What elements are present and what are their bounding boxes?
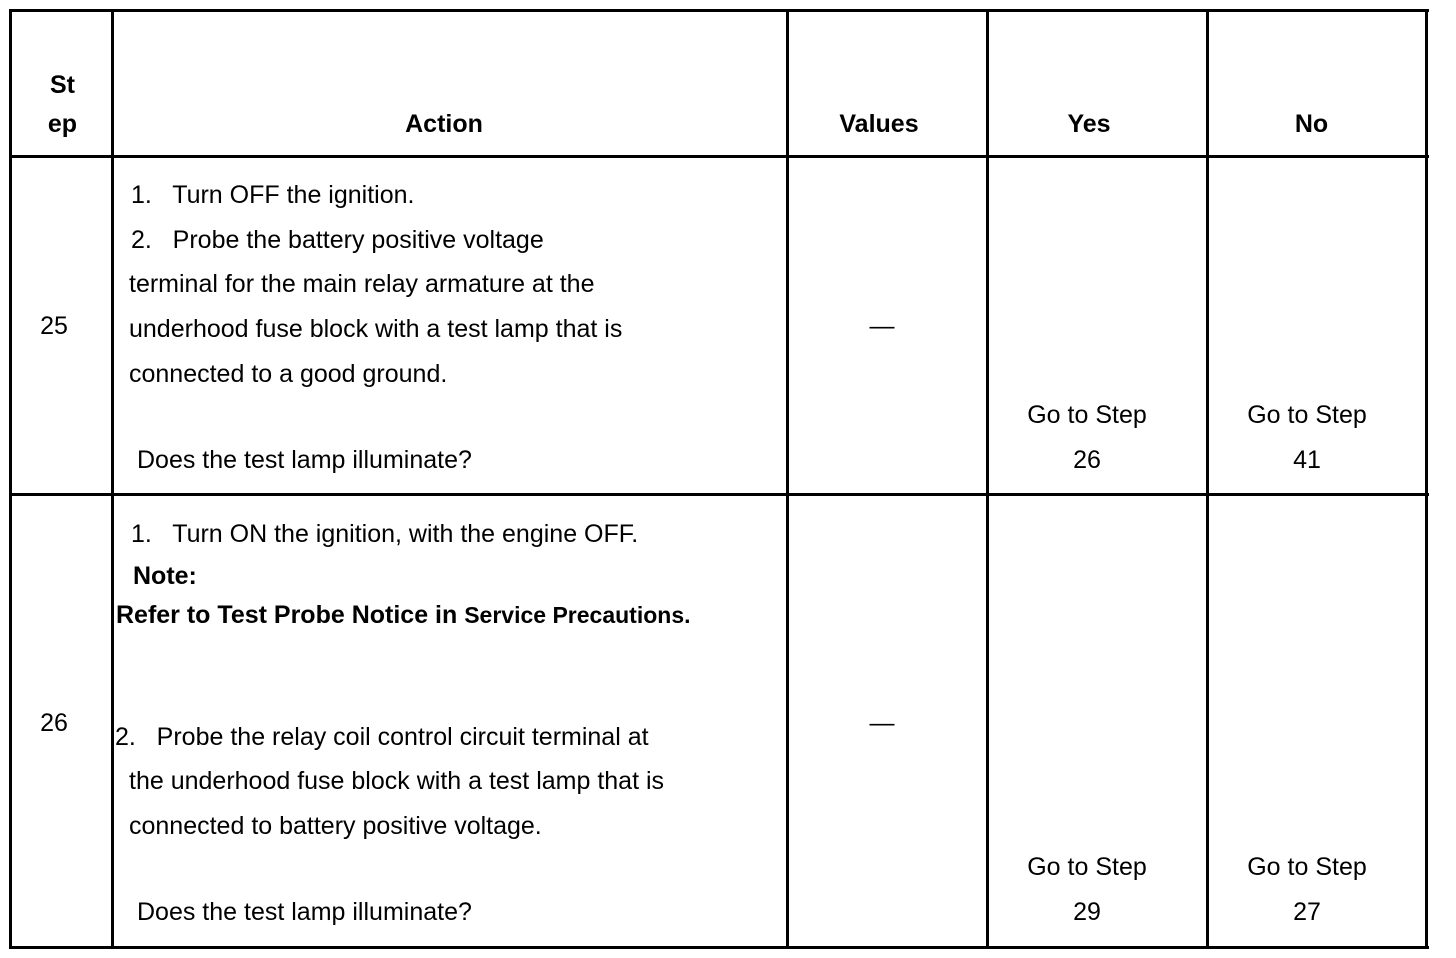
note-text-a: Refer to Test Probe Notice in <box>116 601 458 629</box>
border-left <box>9 9 12 949</box>
header-values: Values <box>839 110 919 138</box>
action-line: the underhood fuse block with a test lamp that is <box>129 767 665 795</box>
action-line: connected to a good ground. <box>129 360 448 388</box>
action-line: 2. Probe the relay coil control circuit terminal at <box>115 723 649 751</box>
note-link-service-precautions[interactable]: Service Precautions. <box>464 602 691 628</box>
action-question: Does the test lamp illuminate? <box>137 898 472 926</box>
step-number: 26 <box>40 709 68 737</box>
no-step-number: 41 <box>1293 446 1321 474</box>
header-step-line2: ep <box>47 110 78 138</box>
note-text <box>116 600 691 630</box>
col-divider-values <box>986 9 989 949</box>
no-go-to-step: Go to Step <box>1247 401 1367 429</box>
yes-step-number: 26 <box>1073 446 1101 474</box>
value-cell: — <box>869 709 895 737</box>
col-divider-step <box>111 9 114 949</box>
border-bottom <box>9 946 1429 949</box>
action-question: Does the test lamp illuminate? <box>137 446 472 474</box>
action-line: terminal for the main relay armature at the <box>129 270 595 298</box>
col-divider-yes <box>1206 9 1209 949</box>
header-action: Action <box>405 110 483 138</box>
border-top <box>9 9 1429 12</box>
header-divider <box>9 155 1429 158</box>
note-label: Note: <box>133 562 197 590</box>
action-line: 2. Probe the battery positive voltage <box>131 226 544 254</box>
no-step-number: 27 <box>1293 898 1321 926</box>
yes-step-number: 29 <box>1073 898 1101 926</box>
header-no: No <box>1294 110 1329 138</box>
value-cell: — <box>869 312 895 340</box>
action-line: 1. Turn OFF the ignition. <box>131 181 415 209</box>
header-step-line1: St <box>50 71 75 99</box>
no-go-to-step: Go to Step <box>1247 853 1367 881</box>
action-line: 1. Turn ON the ignition, with the engine OFF. <box>131 520 639 548</box>
row-divider <box>9 493 1429 496</box>
action-line: underhood fuse block with a test lamp that is <box>129 315 623 343</box>
yes-go-to-step: Go to Step <box>1027 401 1147 429</box>
yes-go-to-step: Go to Step <box>1027 853 1147 881</box>
step-number: 25 <box>40 312 68 340</box>
action-line: connected to battery positive voltage. <box>129 812 542 840</box>
col-divider-action <box>786 9 789 949</box>
header-yes: Yes <box>1067 110 1111 138</box>
border-right <box>1425 9 1428 949</box>
